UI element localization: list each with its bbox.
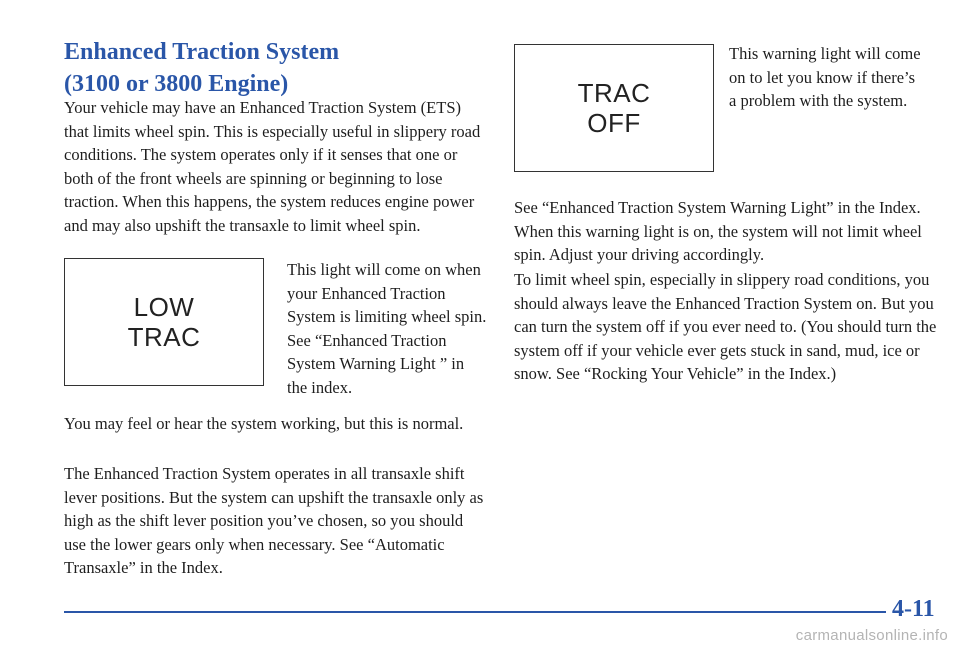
trac-off-line1: TRAC [577,78,651,108]
section-heading-line1: Enhanced Traction System [64,39,340,65]
limit-wheel-spin-paragraph: To limit wheel spin, especially in slippery road conditions, you should always leave the Enhanced Traction System on. But you can turn the system off if you ever need to. (You should turn the system off if your vehicle ever gets stuck in sand, mud, ice or snow. See “Rocking Your Vehicle” in the Index.) [514,270,937,383]
trac-off-line2: OFF [587,108,641,138]
low-trac-caption: This light will come on when your Enhanced Traction System is limiting wheel spin. See “Enhanced Traction System Warning Light ” in the index. [287,260,487,397]
low-trac-indicator-label [128,292,201,352]
section-heading-line2: (3100 or 3800 Engine) [64,71,289,97]
watermark: carmanualsonline.info [795,627,948,644]
feel-paragraph: You may feel or hear the system working, but this is normal. [64,414,464,433]
intro-paragraph: Your vehicle may have an Enhanced Traction System (ETS) that limits wheel spin. This is especially useful in slippery road conditions. The system operates only if it senses that one or both of the front wheels are spinning or beginning to lose traction. When this happens, the system reduces engine power and may also upshift the transaxle to limit wheel spin. [64,98,481,235]
footer-rule [64,611,886,613]
page-number: 4-11 [892,596,935,622]
see-warning-light-paragraph: See “Enhanced Traction System Warning Light” in the Index. When this warning light is on, the system will not limit wheel spin. Adjust your driving accordingly. [514,198,922,264]
trac-off-caption: This warning light will come on to let you know if there’s a problem with the system. [729,44,921,110]
low-trac-line2: TRAC [127,322,201,352]
trac-off-indicator-label [578,78,651,138]
low-trac-indicator-symbol [64,258,264,386]
section-heading [64,36,484,100]
low-trac-line1: LOW [133,292,195,322]
shift-paragraph: The Enhanced Traction System operates in all transaxle shift lever positions. But the system can upshift the transaxle only as high as the shift lever position you’ve chosen, so you should use the lower gears only when necessary. See “Automatic Transaxle” in the Index. [64,464,484,577]
trac-off-indicator-symbol [514,44,714,172]
